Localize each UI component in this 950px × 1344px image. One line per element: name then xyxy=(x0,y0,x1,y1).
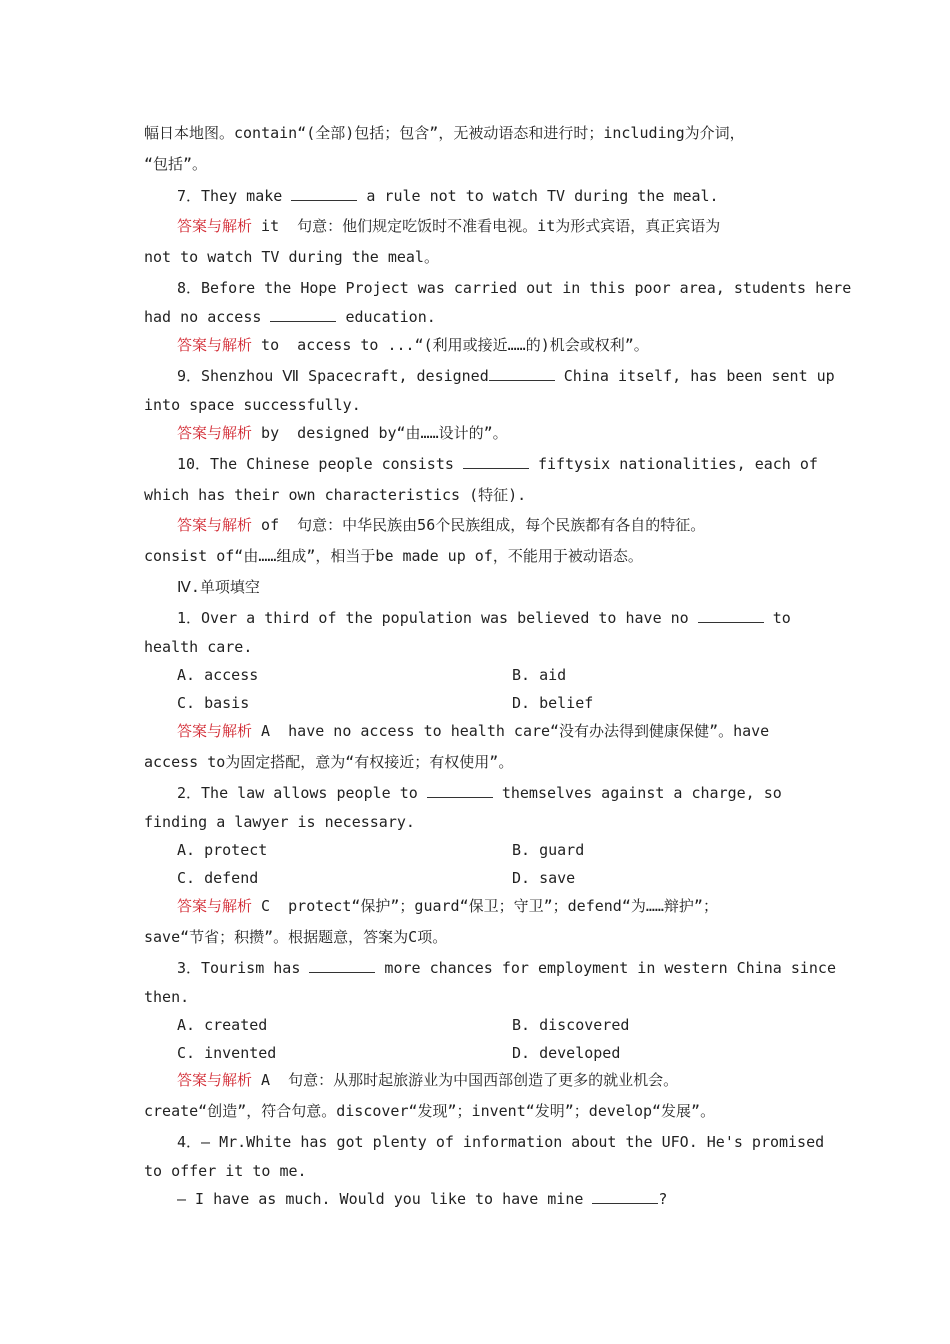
option-b: B. guard xyxy=(512,841,585,859)
option-a: A. access xyxy=(177,666,259,684)
answer-label: 答案与解析 xyxy=(177,424,253,442)
answer-blank xyxy=(489,366,555,381)
answer-line xyxy=(177,335,649,355)
option-c: C. basis xyxy=(177,694,250,712)
answer-label: 答案与解析 xyxy=(177,217,253,235)
mc-question-4-reply xyxy=(177,1189,667,1209)
question-text: China itself, has been sent up xyxy=(554,367,835,385)
question-text: fiftysix nationalities, each of xyxy=(528,455,818,473)
question-9 xyxy=(177,366,835,386)
question-7 xyxy=(177,186,719,206)
mc-question-4-cont: to offer it to me. xyxy=(144,1162,307,1180)
option-c: C. invented xyxy=(177,1044,277,1062)
option-c: C. defend xyxy=(177,869,259,887)
option-d: D. developed xyxy=(512,1044,621,1062)
question-text: 9．Shenzhou Ⅶ Spacecraft, designed xyxy=(177,367,489,385)
text-line: “包括”。 xyxy=(144,155,208,173)
answer-label: 答案与解析 xyxy=(177,516,253,534)
section-heading: Ⅳ.单项填空 xyxy=(177,578,260,596)
question-text: — I have as much. Would you like to have mine xyxy=(177,1190,593,1208)
answer-line xyxy=(177,1070,678,1090)
question-text: education. xyxy=(336,308,436,326)
question-8: 8．Before the Hope Project was carried out in this poor area, students here xyxy=(177,279,852,297)
answer-line xyxy=(177,515,705,535)
option-a: A. protect xyxy=(177,841,268,859)
answer-line: save“节省；积攒”。根据题意，答案为C项。 xyxy=(144,928,448,946)
answer-blank xyxy=(427,783,493,798)
option-d: D. save xyxy=(512,869,576,887)
answer-line xyxy=(177,423,508,443)
answer-blank xyxy=(270,307,336,322)
answer-label: 答案与解析 xyxy=(177,1071,253,1089)
answer-text: C protect“保护”；guard“保卫；守卫”；defend“为……辩护”； xyxy=(252,897,718,915)
answer-label: 答案与解析 xyxy=(177,722,253,740)
answer-text: by designed by“由……设计的”。 xyxy=(252,424,508,442)
mc-question-2-cont: finding a lawyer is necessary. xyxy=(144,813,415,831)
question-text: 7．They make xyxy=(177,187,292,205)
answer-blank xyxy=(698,608,764,623)
question-text: 3．Tourism has xyxy=(177,959,310,977)
mc-question-1-cont: health care. xyxy=(144,638,253,656)
answer-text: of 句意：中华民族由56个民族组成，每个民族都有各自的特征。 xyxy=(252,516,706,534)
option-b: B. discovered xyxy=(512,1016,630,1034)
mc-question-1 xyxy=(177,608,791,628)
answer-line: create“创造”，符合句意。discover“发现”；invent“发明”；develop“发展”。 xyxy=(144,1102,716,1120)
answer-text: it 句意：他们规定吃饭时不准看电视。it为形式宾语，真正宾语为 xyxy=(252,217,721,235)
answer-text: A have no access to health care“没有办法得到健康保健”。have xyxy=(252,722,770,740)
question-text: 10．The Chinese people consists xyxy=(177,455,463,473)
answer-line: not to watch TV during the meal。 xyxy=(144,248,439,266)
mc-question-3-cont: then. xyxy=(144,988,190,1006)
question-8-cont xyxy=(144,307,436,327)
answer-text: to access to ...“(利用或接近……的)机会或权利”。 xyxy=(252,336,649,354)
option-b: B. aid xyxy=(512,666,567,684)
answer-label: 答案与解析 xyxy=(177,336,253,354)
answer-blank xyxy=(291,186,357,201)
question-text: 1．Over a third of the population was believed to have no xyxy=(177,609,698,627)
answer-line: consist of“由……组成”，相当于be made up of，不能用于被动语态。 xyxy=(144,547,643,565)
question-10 xyxy=(177,454,818,474)
option-d: D. belief xyxy=(512,694,594,712)
question-text: to xyxy=(763,609,791,627)
answer-blank xyxy=(592,1189,658,1204)
question-text: a rule not to watch TV during the meal. xyxy=(357,187,719,205)
option-a: A. created xyxy=(177,1016,268,1034)
mc-question-3 xyxy=(177,958,836,978)
text-line: 幅日本地图。contain“(全部)包括；包含”，无被动语态和进行时；including为介词， xyxy=(144,124,745,142)
question-10-cont: which has their own characteristics (特征). xyxy=(144,486,527,504)
question-text: themselves against a charge, so xyxy=(492,784,782,802)
question-text: 2．The law allows people to xyxy=(177,784,427,802)
answer-blank xyxy=(309,958,375,973)
answer-text: A 句意：从那时起旅游业为中国西部创造了更多的就业机会。 xyxy=(252,1071,679,1089)
answer-line xyxy=(177,216,720,236)
question-text: ? xyxy=(658,1190,668,1208)
answer-blank xyxy=(463,454,529,469)
question-9-cont: into space successfully. xyxy=(144,396,361,414)
mc-question-4: 4．— Mr.White has got plenty of information about the UFO. He's promised xyxy=(177,1133,825,1151)
answer-line xyxy=(177,721,769,741)
question-text: more chances for employment in western China since xyxy=(375,959,836,977)
question-text: had no access xyxy=(144,308,271,326)
answer-label: 答案与解析 xyxy=(177,897,253,915)
answer-line: access to为固定搭配，意为“有权接近；有权使用”。 xyxy=(144,753,514,771)
mc-question-2 xyxy=(177,783,782,803)
answer-line xyxy=(177,896,718,916)
